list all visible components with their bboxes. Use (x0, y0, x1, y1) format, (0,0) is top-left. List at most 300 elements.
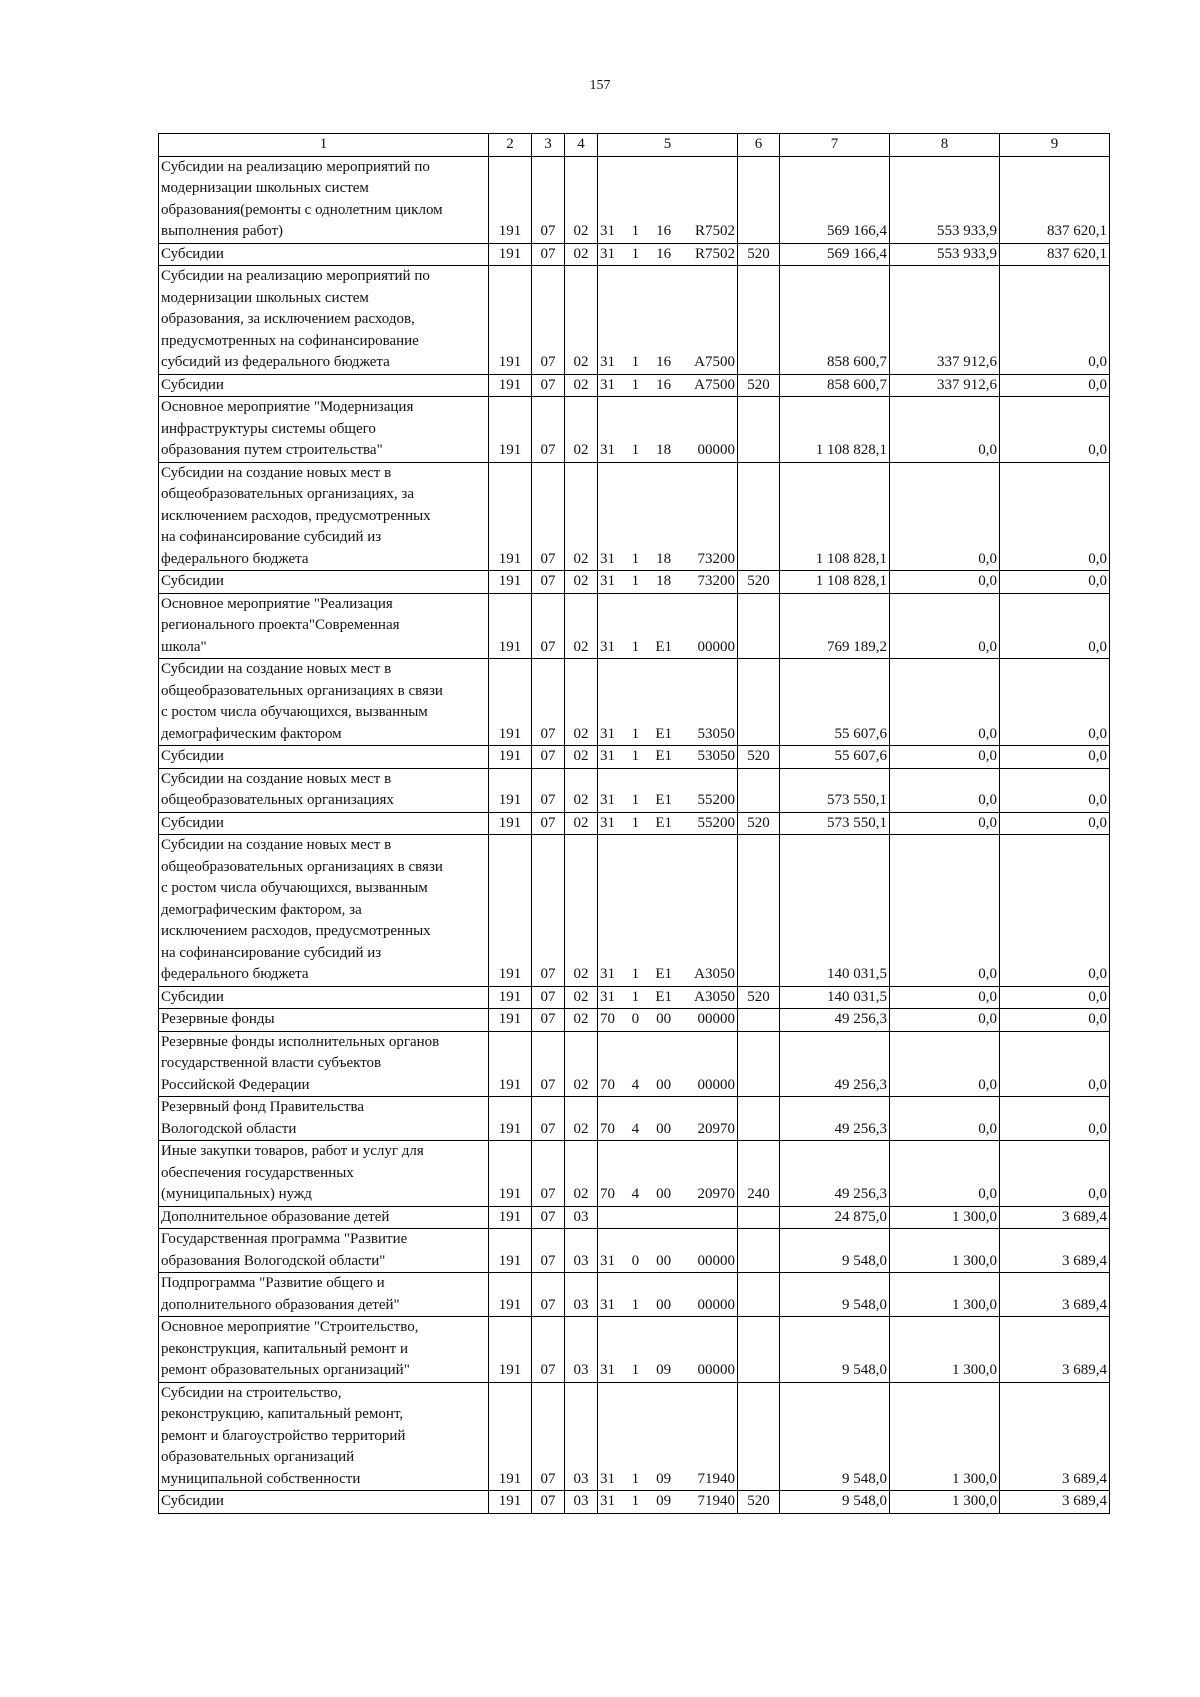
row-section: 07 (532, 1206, 565, 1229)
table-row (159, 659, 1110, 746)
header-cell: 9 (1000, 134, 1110, 157)
row-expense-type: 520 (738, 1491, 780, 1514)
target-article-part: 00000 (697, 1362, 735, 1378)
table-row (159, 462, 1110, 571)
row-section: 07 (532, 1141, 565, 1207)
target-article-parts (600, 1184, 735, 1206)
target-article-part: 00 (656, 1011, 672, 1027)
row-subsection: 03 (565, 1229, 598, 1273)
row-subsection: 02 (565, 397, 598, 463)
header-cell: 5 (598, 134, 738, 157)
target-article-part: 16 (656, 245, 672, 262)
row-target-article (598, 768, 738, 812)
target-article-part: 00 (656, 1252, 672, 1269)
row-amount-col9: 0,0 (1000, 835, 1110, 987)
row-amount-col9: 0,0 (1000, 1031, 1110, 1097)
row-name: Резервные фонды (159, 1009, 489, 1032)
target-article-part: 73200 (697, 550, 735, 567)
row-target-article (598, 266, 738, 375)
target-article-part: 00 (656, 1120, 672, 1137)
row-expense-type (738, 397, 780, 463)
row-amount-col7: 55 607,6 (780, 659, 890, 746)
row-amount-col8: 0,0 (890, 593, 1000, 659)
row-subsection: 03 (565, 1273, 598, 1317)
row-amount-col8: 0,0 (890, 812, 1000, 835)
row-ministry-code: 191 (489, 1273, 532, 1317)
row-section: 07 (532, 1273, 565, 1317)
target-article-part: 00000 (697, 442, 735, 458)
row-name: Иные закупки товаров, работ и услуг для обеспечения государственных (муниципальных) нужд (159, 1141, 489, 1207)
row-ministry-code: 191 (489, 1317, 532, 1383)
row-expense-type (738, 462, 780, 571)
table-row (159, 812, 1110, 835)
row-amount-col8: 1 300,0 (890, 1206, 1000, 1229)
target-article-parts (600, 1469, 735, 1491)
row-amount-col8: 1 300,0 (890, 1317, 1000, 1383)
row-target-article (598, 374, 738, 397)
row-expense-type (738, 1031, 780, 1097)
row-amount-col8: 0,0 (890, 835, 1000, 987)
row-expense-type (738, 1097, 780, 1141)
row-amount-col7: 9 548,0 (780, 1229, 890, 1273)
target-article-parts (600, 1009, 735, 1031)
row-ministry-code: 191 (489, 659, 532, 746)
row-subsection: 03 (565, 1317, 598, 1383)
row-name: Основное мероприятие "Модернизация инфраструктуры системы общего образования путем строительства" (159, 397, 489, 463)
row-amount-col9: 3 689,4 (1000, 1382, 1110, 1491)
row-name: Субсидии на создание новых мест в общеобразовательных организациях, за исключением расходов, предусмотренных на софинансирование субсидий из федерального бюджета (159, 462, 489, 571)
target-article-part: 00000 (697, 638, 735, 655)
row-expense-type: 520 (738, 571, 780, 594)
row-target-article (598, 835, 738, 987)
row-section: 07 (532, 1317, 565, 1383)
row-amount-col8: 1 300,0 (890, 1273, 1000, 1317)
target-article-part: 1 (631, 814, 640, 831)
row-target-article (598, 593, 738, 659)
target-article-part: A3050 (694, 966, 735, 982)
target-article-part: A7500 (694, 354, 735, 370)
row-amount-col8: 0,0 (890, 746, 1000, 769)
row-section: 07 (532, 659, 565, 746)
target-article-part: 73200 (697, 573, 735, 589)
row-amount-col8: 0,0 (890, 1031, 1000, 1097)
target-article-part: 1 (631, 1362, 640, 1378)
row-target-article (598, 571, 738, 594)
header-cell: 3 (532, 134, 565, 157)
target-article-part: 1 (631, 442, 640, 458)
target-article-part: 53050 (697, 748, 735, 764)
header-cell: 6 (738, 134, 780, 157)
target-article-part: E1 (655, 792, 672, 808)
row-expense-type (738, 1273, 780, 1317)
row-subsection: 02 (565, 593, 598, 659)
row-section: 07 (532, 746, 565, 769)
row-amount-col9: 3 689,4 (1000, 1491, 1110, 1514)
target-article-part: E1 (655, 988, 672, 1005)
target-article-part: 31 (600, 1470, 615, 1487)
row-ministry-code: 191 (489, 374, 532, 397)
row-amount-col9: 3 689,4 (1000, 1229, 1110, 1273)
row-amount-col9: 837 620,1 (1000, 243, 1110, 266)
row-expense-type: 520 (738, 746, 780, 769)
row-amount-col7: 569 166,4 (780, 156, 890, 243)
row-name: Субсидии (159, 374, 489, 397)
row-amount-col7: 49 256,3 (780, 1097, 890, 1141)
target-article-part: 70 (600, 1011, 615, 1027)
row-expense-type (738, 768, 780, 812)
row-amount-col8: 1 300,0 (890, 1491, 1000, 1514)
row-amount-col7: 49 256,3 (780, 1141, 890, 1207)
table-row (159, 397, 1110, 463)
target-article-part: 1 (631, 1470, 640, 1487)
target-article-parts (600, 352, 735, 374)
row-name: Субсидии на создание новых мест в общеобразовательных организациях (159, 768, 489, 812)
row-section: 07 (532, 986, 565, 1009)
row-name: Субсидии (159, 812, 489, 835)
target-article-part: 55200 (697, 792, 735, 808)
target-article-parts (600, 1360, 735, 1382)
row-amount-col9: 0,0 (1000, 1141, 1110, 1207)
target-article-part: 18 (656, 550, 672, 567)
row-expense-type (738, 1009, 780, 1032)
row-amount-col9: 3 689,4 (1000, 1273, 1110, 1317)
table-row (159, 746, 1110, 769)
row-amount-col9: 0,0 (1000, 746, 1110, 769)
row-amount-col9: 0,0 (1000, 1097, 1110, 1141)
target-article-part: 53050 (697, 725, 735, 742)
target-article-part: 16 (656, 376, 672, 393)
target-article-part: 70 (600, 1120, 615, 1137)
target-article-parts (600, 1251, 735, 1273)
row-amount-col9: 0,0 (1000, 593, 1110, 659)
row-amount-col7: 140 031,5 (780, 986, 890, 1009)
row-ministry-code: 191 (489, 1097, 532, 1141)
row-target-article (598, 659, 738, 746)
row-ministry-code: 191 (489, 243, 532, 266)
row-section: 07 (532, 593, 565, 659)
row-amount-col7: 49 256,3 (780, 1009, 890, 1032)
row-name: Подпрограмма "Развитие общего и дополнительного образования детей" (159, 1273, 489, 1317)
row-ministry-code: 191 (489, 156, 532, 243)
target-article-part: 09 (656, 1362, 672, 1378)
row-target-article (598, 1141, 738, 1207)
row-subsection: 02 (565, 986, 598, 1009)
row-expense-type (738, 156, 780, 243)
row-section: 07 (532, 768, 565, 812)
target-article-part: 00 (656, 1076, 672, 1093)
target-article-part: 00000 (697, 1296, 735, 1313)
row-ministry-code: 191 (489, 1382, 532, 1491)
row-amount-col9: 0,0 (1000, 986, 1110, 1009)
header-row (159, 134, 1110, 157)
row-target-article (598, 746, 738, 769)
row-ministry-code: 191 (489, 266, 532, 375)
target-article-parts (600, 1119, 735, 1141)
page-number: 157 (589, 78, 611, 93)
row-subsection: 02 (565, 571, 598, 594)
row-subsection: 02 (565, 768, 598, 812)
target-article-part: 1 (631, 966, 640, 982)
row-subsection: 03 (565, 1491, 598, 1514)
target-article-part: 0 (631, 1252, 640, 1269)
row-subsection: 02 (565, 1031, 598, 1097)
row-amount-col7: 573 550,1 (780, 812, 890, 835)
row-amount-col7: 49 256,3 (780, 1031, 890, 1097)
row-target-article (598, 812, 738, 835)
target-article-part: 20970 (697, 1186, 735, 1202)
target-article-part: 1 (631, 1296, 640, 1313)
row-amount-col7: 1 108 828,1 (780, 397, 890, 463)
row-amount-col7: 573 550,1 (780, 768, 890, 812)
row-amount-col8: 0,0 (890, 986, 1000, 1009)
target-article-parts (600, 375, 735, 397)
row-name: Субсидии (159, 986, 489, 1009)
row-section: 07 (532, 156, 565, 243)
target-article-part: 1 (631, 792, 640, 808)
target-article-part: 4 (631, 1120, 640, 1137)
target-article-part: 31 (600, 966, 615, 982)
table-row (159, 1141, 1110, 1207)
target-article-part: 31 (600, 442, 615, 458)
target-article-parts (600, 987, 735, 1009)
target-article-part: 00000 (697, 1011, 735, 1027)
table-row (159, 243, 1110, 266)
table-row (159, 1097, 1110, 1141)
target-article-part: 1 (631, 725, 640, 742)
target-article-part: 1 (631, 748, 640, 764)
target-article-parts (600, 746, 735, 768)
row-amount-col7: 24 875,0 (780, 1206, 890, 1229)
target-article-part: 0 (631, 1011, 640, 1027)
row-expense-type: 520 (738, 243, 780, 266)
target-article-parts (600, 549, 735, 571)
table-row (159, 374, 1110, 397)
row-ministry-code: 191 (489, 1206, 532, 1229)
target-article-part: 00 (656, 1296, 672, 1313)
row-subsection: 02 (565, 835, 598, 987)
row-ministry-code: 191 (489, 1141, 532, 1207)
row-subsection: 02 (565, 1097, 598, 1141)
row-section: 07 (532, 1229, 565, 1273)
target-article-part: 31 (600, 988, 615, 1005)
row-section: 07 (532, 1491, 565, 1514)
row-amount-col8: 0,0 (890, 1097, 1000, 1141)
row-amount-col9: 837 620,1 (1000, 156, 1110, 243)
table-row (159, 1273, 1110, 1317)
row-subsection: 02 (565, 156, 598, 243)
row-ministry-code: 191 (489, 835, 532, 987)
target-article-part: 09 (656, 1493, 672, 1509)
target-article-part: E1 (655, 748, 672, 764)
row-amount-col9: 0,0 (1000, 462, 1110, 571)
row-subsection: 02 (565, 659, 598, 746)
target-article-part: 31 (600, 725, 615, 742)
row-amount-col8: 0,0 (890, 659, 1000, 746)
row-name: Субсидии (159, 243, 489, 266)
target-article-part: 1 (631, 376, 640, 393)
row-expense-type (738, 1229, 780, 1273)
table-row (159, 768, 1110, 812)
row-subsection: 02 (565, 1009, 598, 1032)
table-row (159, 1229, 1110, 1273)
table-row (159, 986, 1110, 1009)
row-expense-type (738, 1382, 780, 1491)
row-amount-col9: 3 689,4 (1000, 1206, 1110, 1229)
row-subsection: 02 (565, 374, 598, 397)
target-article-part: 31 (600, 354, 615, 370)
row-section: 07 (532, 397, 565, 463)
row-target-article (598, 462, 738, 571)
target-article-parts (600, 1295, 735, 1317)
row-subsection: 03 (565, 1206, 598, 1229)
row-target-article (598, 243, 738, 266)
target-article-part: 31 (600, 792, 615, 808)
target-article-part: A7500 (694, 376, 735, 393)
table-row (159, 1009, 1110, 1032)
row-amount-col7: 1 108 828,1 (780, 571, 890, 594)
row-expense-type: 520 (738, 986, 780, 1009)
row-amount-col9: 0,0 (1000, 1009, 1110, 1032)
target-article-part: 31 (600, 1296, 615, 1313)
row-target-article (598, 1491, 738, 1514)
row-name: Резервные фонды исполнительных органов государственной власти субъектов Российской Федерации (159, 1031, 489, 1097)
row-amount-col9: 0,0 (1000, 768, 1110, 812)
row-section: 07 (532, 571, 565, 594)
row-name: Субсидии (159, 1491, 489, 1514)
row-amount-col8: 1 300,0 (890, 1382, 1000, 1491)
row-name: Резервный фонд Правительства Вологодской области (159, 1097, 489, 1141)
target-article-part: 1 (631, 988, 640, 1005)
row-amount-col8: 0,0 (890, 571, 1000, 594)
row-section: 07 (532, 1031, 565, 1097)
row-section: 07 (532, 374, 565, 397)
target-article-part: 31 (600, 245, 615, 262)
target-article-part: 18 (656, 573, 672, 589)
row-amount-col9: 0,0 (1000, 266, 1110, 375)
target-article-part: 18 (656, 442, 672, 458)
row-ministry-code: 191 (489, 986, 532, 1009)
target-article-part: 1 (631, 573, 640, 589)
target-article-part: 31 (600, 748, 615, 764)
target-article-parts (600, 221, 735, 243)
row-section: 07 (532, 835, 565, 987)
target-article-part: 1 (631, 550, 640, 567)
row-ministry-code: 191 (489, 1031, 532, 1097)
row-amount-col7: 1 108 828,1 (780, 462, 890, 571)
row-name: Субсидии на создание новых мест в общеобразовательных организациях в связи с ростом числа обучающихся, вызванным демографическим фактором (159, 659, 489, 746)
row-expense-type (738, 266, 780, 375)
target-article-parts (600, 440, 735, 462)
row-ministry-code: 191 (489, 746, 532, 769)
target-article-part: 31 (600, 1252, 615, 1269)
row-target-article (598, 1206, 738, 1229)
row-target-article (598, 1097, 738, 1141)
row-target-article (598, 156, 738, 243)
target-article-part: 71940 (697, 1470, 735, 1487)
header-cell: 1 (159, 134, 489, 157)
row-amount-col7: 858 600,7 (780, 266, 890, 375)
target-article-part: 4 (631, 1076, 640, 1093)
target-article-part: 1 (631, 354, 640, 370)
row-section: 07 (532, 1097, 565, 1141)
target-article-part: 1 (631, 245, 640, 262)
row-amount-col8: 553 933,9 (890, 156, 1000, 243)
row-expense-type: 520 (738, 812, 780, 835)
table-row (159, 835, 1110, 987)
row-name: Субсидии на строительство, реконструкцию, капитальный ремонт, ремонт и благоустройство территорий образовательных организаций муниципальной собственности (159, 1382, 489, 1491)
row-name: Основное мероприятие "Строительство, реконструкция, капитальный ремонт и ремонт образовательных организаций" (159, 1317, 489, 1383)
row-name: Основное мероприятие "Реализация регионального проекта"Современная школа" (159, 593, 489, 659)
target-article-part: E1 (655, 725, 672, 742)
row-expense-type: 520 (738, 374, 780, 397)
row-section: 07 (532, 1382, 565, 1491)
target-article-part: 70 (600, 1186, 615, 1202)
target-article-part: 00 (656, 1186, 672, 1202)
target-article-part: 31 (600, 573, 615, 589)
row-subsection: 02 (565, 462, 598, 571)
table-row (159, 266, 1110, 375)
target-article-part: 31 (600, 638, 615, 655)
target-article-part: 31 (600, 1362, 615, 1378)
row-amount-col8: 337 912,6 (890, 266, 1000, 375)
row-amount-col7: 9 548,0 (780, 1491, 890, 1514)
target-article-part: 20970 (697, 1120, 735, 1137)
table-row (159, 1206, 1110, 1229)
row-target-article (598, 1009, 738, 1032)
target-article-part: 00000 (697, 1076, 735, 1093)
budget-table (158, 133, 1110, 1514)
target-article-parts (600, 1075, 735, 1097)
table-row (159, 156, 1110, 243)
row-target-article (598, 1273, 738, 1317)
target-article-part: 31 (600, 550, 615, 567)
row-amount-col9: 0,0 (1000, 397, 1110, 463)
row-expense-type (738, 835, 780, 987)
target-article-parts (600, 244, 735, 266)
target-article-part: 31 (600, 1493, 615, 1509)
row-ministry-code: 191 (489, 462, 532, 571)
row-amount-col9: 0,0 (1000, 812, 1110, 835)
target-article-parts (600, 1491, 735, 1513)
row-section: 07 (532, 243, 565, 266)
row-ministry-code: 191 (489, 1491, 532, 1514)
table-row (159, 571, 1110, 594)
target-article-part: 16 (656, 354, 672, 370)
row-name: Субсидии (159, 746, 489, 769)
row-subsection: 02 (565, 812, 598, 835)
row-ministry-code: 191 (489, 593, 532, 659)
target-article-part: A3050 (694, 988, 735, 1005)
row-subsection: 02 (565, 746, 598, 769)
row-expense-type (738, 1206, 780, 1229)
table-row (159, 1317, 1110, 1383)
target-article-part: 4 (631, 1186, 640, 1202)
target-article-part: 16 (656, 223, 672, 239)
row-ministry-code: 191 (489, 768, 532, 812)
row-target-article (598, 986, 738, 1009)
target-article-part: E1 (655, 966, 672, 982)
row-expense-type: 240 (738, 1141, 780, 1207)
row-name: Субсидии на реализацию мероприятий по модернизации школьных систем образования(ремонты с однолетним циклом выполнения работ) (159, 156, 489, 243)
target-article-part: 1 (631, 223, 640, 239)
row-amount-col9: 3 689,4 (1000, 1317, 1110, 1383)
row-amount-col7: 569 166,4 (780, 243, 890, 266)
target-article-part: 00000 (697, 1252, 735, 1269)
row-amount-col7: 140 031,5 (780, 835, 890, 987)
row-name: Субсидии на создание новых мест в общеобразовательных организациях в связи с ростом числа обучающихся, вызванным демографическим фактором, за исключением расходов, предусмотренных на софинансирование субсидий из федерального бюджета (159, 835, 489, 987)
target-article-parts (600, 790, 735, 812)
row-ministry-code: 191 (489, 812, 532, 835)
